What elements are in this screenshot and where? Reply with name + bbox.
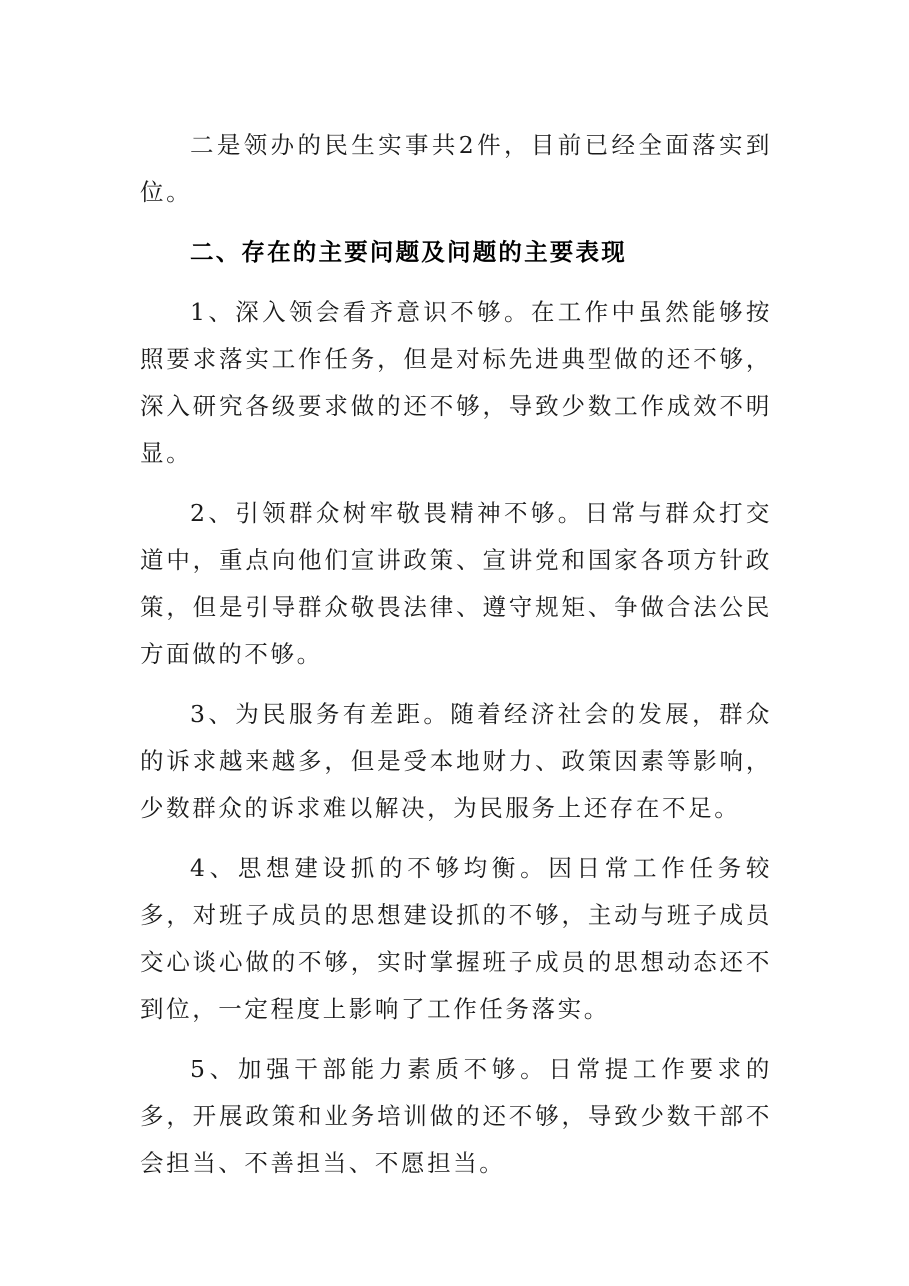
- document-body: [140, 122, 772, 1200]
- intro-paragraph: 二是领办的民生实事共2件，目前已经全面落实到位。: [140, 131, 772, 206]
- section-heading: 二、存在的主要问题及问题的主要表现: [190, 238, 627, 266]
- problem-item-3: 3、为民服务有差距。随着经济社会的发展，群众的诉求越来越多，但是受本地财力、政策因素等影响，少数群众的诉求难以解决，为民服务上还存在不足。: [140, 700, 772, 822]
- problem-item-5: 5、加强干部能力素质不够。日常提工作要求的多，开展政策和业务培训做的还不够，导致少数干部不会担当、不善担当、不愿担当。: [140, 1055, 772, 1177]
- problem-item-4: 4、思想建设抓的不够均衡。因日常工作任务较多，对班子成员的思想建设抓的不够，主动与班子成员交心谈心做的不够，实时掌握班子成员的思想动态还不到位，一定程度上影响了工作任务落实。: [140, 854, 772, 1023]
- problem-item-2: 2、引领群众树牢敬畏精神不够。日常与群众打交道中，重点向他们宣讲政策、宣讲党和国家各项方针政策，但是引导群众敬畏法律、遵守规矩、争做合法公民方面做的不够。: [140, 499, 772, 668]
- problem-item-1: 1、深入领会看齐意识不够。在工作中虽然能够按照要求落实工作任务，但是对标先进典型做的还不够，深入研究各级要求做的还不够，导致少数工作成效不明显。: [140, 298, 772, 467]
